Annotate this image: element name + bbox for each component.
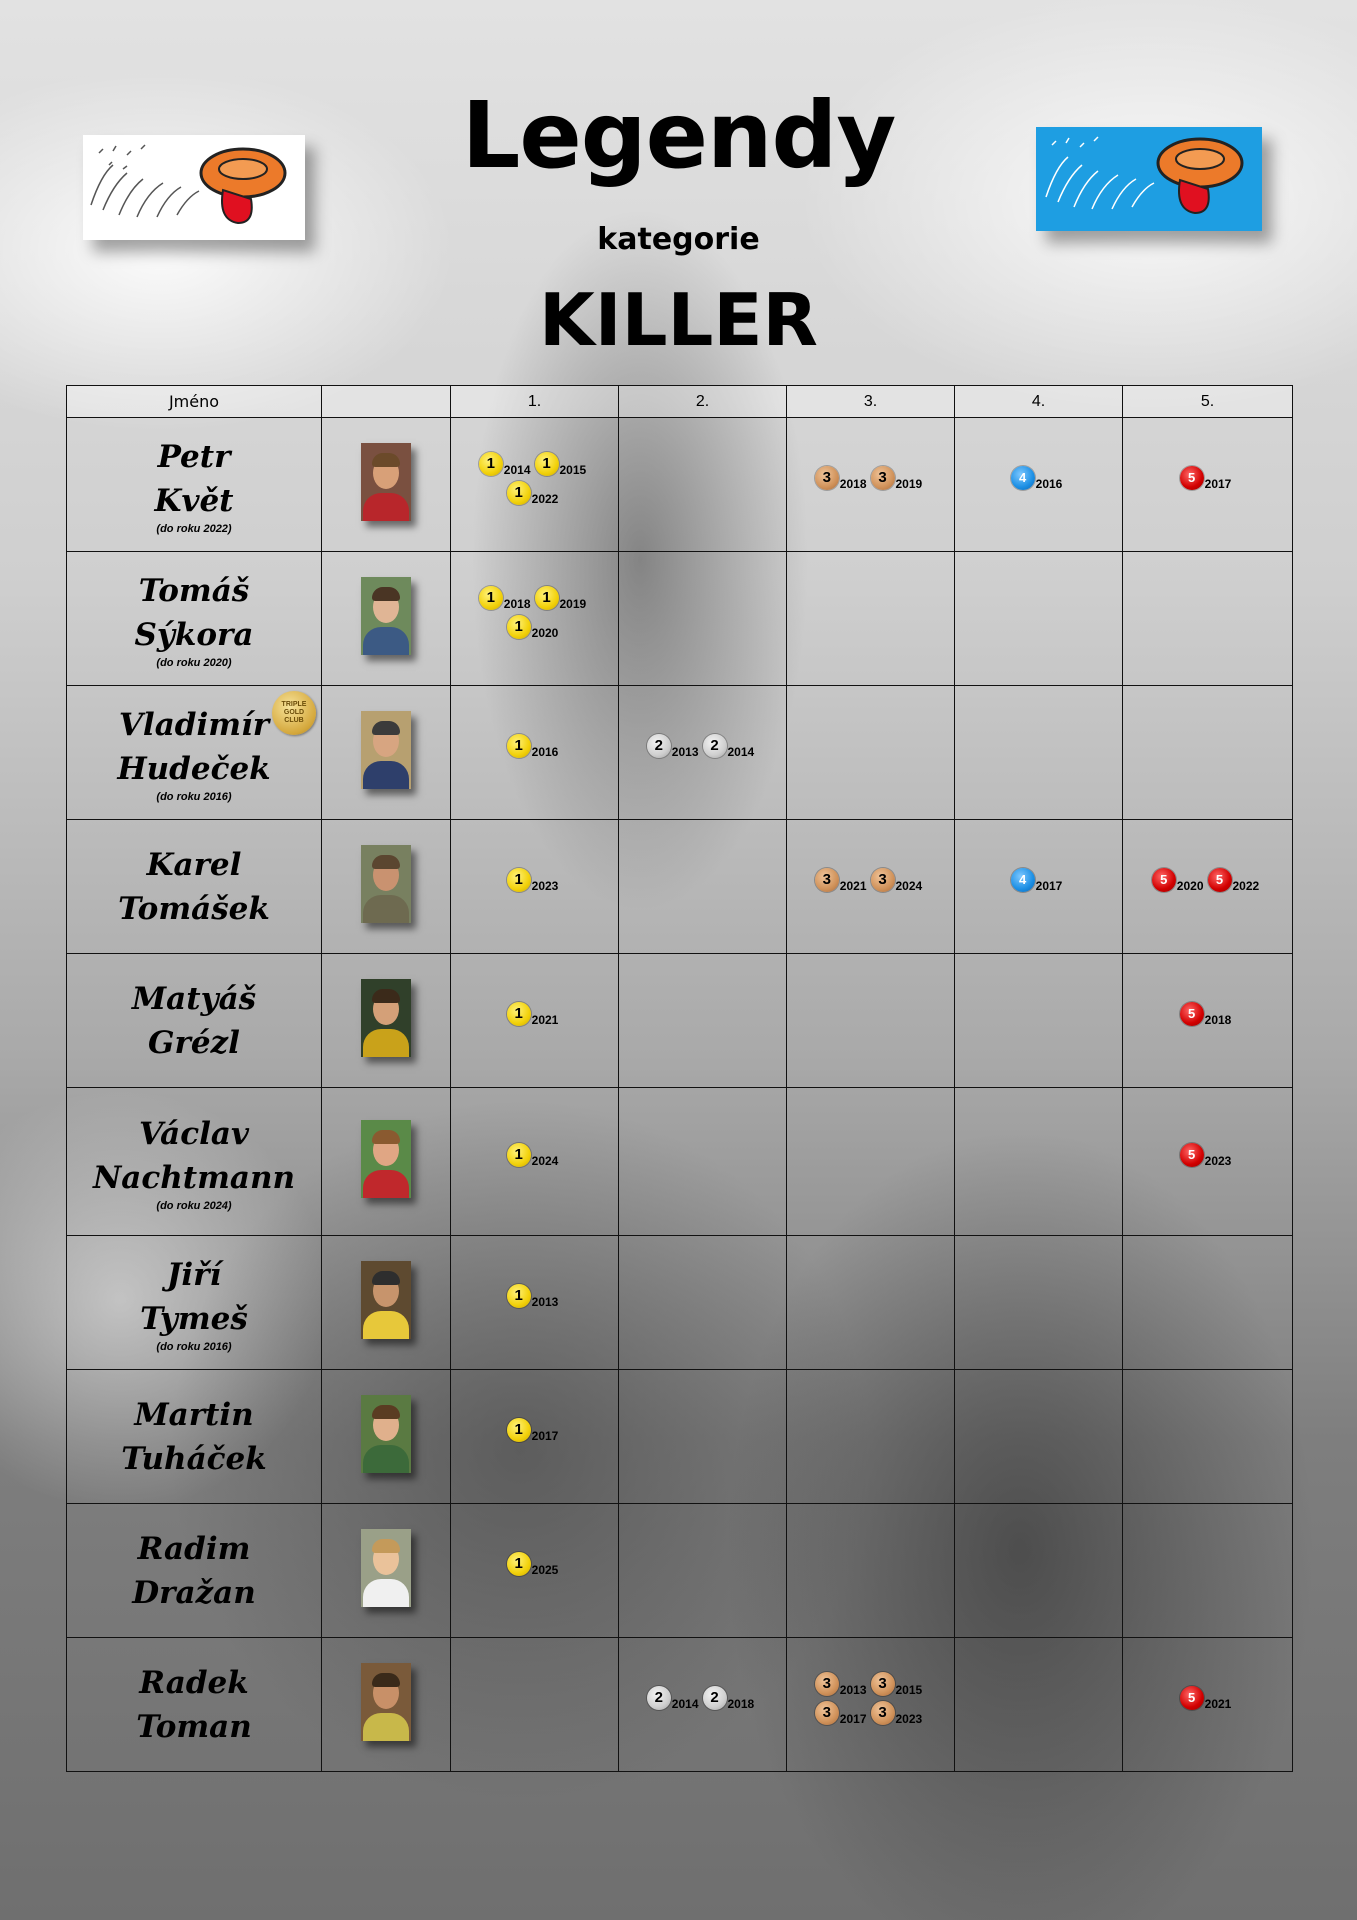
- place-1-cell: [451, 954, 619, 1088]
- medal-entry: [1011, 872, 1067, 900]
- table-row: [67, 1236, 1293, 1370]
- place-2-cell: [619, 1504, 787, 1638]
- column-header-place-4: 4.: [955, 386, 1123, 418]
- place-4-medal-icon: 4: [1011, 466, 1035, 490]
- player-name-cell: [67, 1370, 322, 1504]
- place-2-cell: [619, 820, 787, 954]
- medal-entry: [507, 1422, 563, 1450]
- medal-entry: [1011, 470, 1067, 498]
- legends-table: [66, 385, 1293, 1772]
- medal-year: 2017: [839, 1711, 867, 1726]
- place-5-medal-icon: 5: [1180, 1143, 1204, 1167]
- place-5-medal-icon: 5: [1208, 868, 1232, 892]
- medal-entry: [871, 872, 927, 900]
- place-5-medal-icon: 5: [1152, 868, 1176, 892]
- player-name-cell: [67, 552, 322, 686]
- medal-entry: [1152, 872, 1208, 900]
- player-photo-cell: [322, 1638, 451, 1772]
- medal-year: 2013: [671, 745, 699, 760]
- place-2-cell: [619, 1236, 787, 1370]
- place-3-medal-icon: 3: [815, 868, 839, 892]
- player-photo: [361, 1395, 411, 1473]
- medal-year: 2020: [531, 625, 559, 640]
- medal-year: 2023: [895, 1711, 923, 1726]
- medal-entry: [507, 1006, 563, 1034]
- player-photo: [361, 711, 411, 789]
- player-first-name: Radim: [137, 1530, 251, 1567]
- medal-year: 2020: [1176, 879, 1204, 894]
- medal-entry: [1180, 470, 1236, 498]
- page-title: Legendy: [461, 82, 896, 189]
- player-photo: [361, 1120, 411, 1198]
- player-name-cell: [67, 1638, 322, 1772]
- column-header-place-1: 1.: [451, 386, 619, 418]
- place-2-medal-icon: 2: [647, 734, 671, 758]
- place-2-cell: [619, 954, 787, 1088]
- player-last-name: Grézl: [148, 1024, 240, 1061]
- player-photo-cell: [322, 552, 451, 686]
- player-last-name: Tuháček: [121, 1440, 267, 1477]
- player-photo-cell: [322, 954, 451, 1088]
- player-name-cell: [67, 954, 322, 1088]
- medal-year: 2023: [1204, 1154, 1232, 1169]
- table-header-row: [67, 386, 1293, 418]
- column-header-place-2: 2.: [619, 386, 787, 418]
- place-5-cell: [1123, 418, 1293, 552]
- medal-entry: [1180, 1006, 1236, 1034]
- player-first-name: Petr: [157, 438, 231, 475]
- column-header-place-3: 3.: [787, 386, 955, 418]
- medal-year: 2018: [839, 477, 867, 492]
- place-4-cell: [955, 1236, 1123, 1370]
- player-name-cell: [67, 1236, 322, 1370]
- page-subtitle: kategorie: [597, 222, 760, 257]
- place-3-cell: [787, 954, 955, 1088]
- place-3-medal-icon: 3: [815, 1672, 839, 1696]
- medal-year: 2021: [1204, 1697, 1232, 1712]
- place-2-cell: [619, 1370, 787, 1504]
- player-photo: [361, 443, 411, 521]
- place-1-medal-icon: 1: [507, 1552, 531, 1576]
- table-row: [67, 1504, 1293, 1638]
- player-photo-cell: [322, 1504, 451, 1638]
- medal-entry: [871, 1705, 927, 1733]
- place-5-cell: [1123, 1088, 1293, 1236]
- player-last-name: Květ: [154, 482, 234, 519]
- player-photo-cell: [322, 1236, 451, 1370]
- place-4-cell: [955, 1638, 1123, 1772]
- place-5-cell: [1123, 1638, 1293, 1772]
- medal-year: 2018: [1204, 1013, 1232, 1028]
- player-note: (do roku 2024): [156, 1199, 232, 1212]
- medal-entry: [815, 1705, 871, 1733]
- player-photo-cell: [322, 1088, 451, 1236]
- place-3-cell: [787, 686, 955, 820]
- medal-year: 2015: [559, 463, 587, 478]
- medal-entry: [507, 485, 563, 513]
- player-first-name: Jiří: [166, 1256, 222, 1293]
- medal-year: 2013: [531, 1295, 559, 1310]
- player-name-cell: [67, 1504, 322, 1638]
- medal-entry: [871, 1676, 927, 1704]
- place-3-cell: [787, 552, 955, 686]
- place-5-medal-icon: 5: [1180, 1002, 1204, 1026]
- player-photo-cell: [322, 686, 451, 820]
- player-photo: [361, 577, 411, 655]
- place-3-cell: [787, 1504, 955, 1638]
- place-3-cell: [787, 1638, 955, 1772]
- medal-entry: [703, 1690, 759, 1718]
- medal-entry: [815, 872, 871, 900]
- player-photo: [361, 1529, 411, 1607]
- place-5-medal-icon: 5: [1180, 466, 1204, 490]
- place-3-medal-icon: 3: [815, 1701, 839, 1725]
- player-photo: [361, 1663, 411, 1741]
- medal-entry: [647, 1690, 703, 1718]
- medal-year: 2014: [503, 463, 531, 478]
- medal-year: 2024: [895, 879, 923, 894]
- table-row: [67, 1638, 1293, 1772]
- medal-year: 2014: [671, 1697, 699, 1712]
- player-name-cell: [67, 820, 322, 954]
- place-1-medal-icon: 1: [535, 452, 559, 476]
- place-1-cell: [451, 1088, 619, 1236]
- medal-year: 2025: [531, 1563, 559, 1578]
- medal-year: 2021: [531, 1013, 559, 1028]
- place-3-medal-icon: 3: [871, 1701, 895, 1725]
- place-1-cell: [451, 1370, 619, 1504]
- medal-entry: [479, 590, 535, 618]
- medal-entry: [1180, 1690, 1236, 1718]
- medal-entry: [479, 456, 535, 484]
- medal-year: 2016: [531, 745, 559, 760]
- table-row: [67, 418, 1293, 552]
- medal-entry: [507, 1556, 563, 1584]
- place-2-cell: [619, 1088, 787, 1236]
- medal-entry: [647, 738, 703, 766]
- medal-year: 2024: [531, 1154, 559, 1169]
- place-2-cell: [619, 686, 787, 820]
- player-last-name: Sýkora: [134, 616, 254, 653]
- place-4-cell: [955, 954, 1123, 1088]
- player-name-cell: [67, 686, 322, 820]
- table-row: [67, 552, 1293, 686]
- place-5-cell: [1123, 1504, 1293, 1638]
- table-row: [67, 954, 1293, 1088]
- place-3-cell: [787, 418, 955, 552]
- place-1-medal-icon: 1: [507, 1284, 531, 1308]
- medal-year: 2017: [1035, 879, 1063, 894]
- column-header-name: Jméno: [67, 386, 322, 418]
- medal-entry: [535, 456, 591, 484]
- place-1-cell: [451, 418, 619, 552]
- medal-year: 2019: [559, 597, 587, 612]
- place-4-cell: [955, 686, 1123, 820]
- player-photo-cell: [322, 418, 451, 552]
- player-last-name: Toman: [136, 1708, 252, 1745]
- medal-entry: [535, 590, 591, 618]
- place-5-cell: [1123, 1236, 1293, 1370]
- table-row: [67, 1370, 1293, 1504]
- player-name-cell: [67, 1088, 322, 1236]
- medal-entry: [1208, 872, 1264, 900]
- place-1-medal-icon: 1: [507, 868, 531, 892]
- place-1-medal-icon: 1: [479, 586, 503, 610]
- medal-year: 2015: [895, 1683, 923, 1698]
- place-1-medal-icon: 1: [507, 1143, 531, 1167]
- table-row: [67, 820, 1293, 954]
- place-3-cell: [787, 820, 955, 954]
- medal-year: 2018: [503, 597, 531, 612]
- player-last-name: Nachtmann: [92, 1159, 296, 1196]
- medal-entry: [703, 738, 759, 766]
- medal-entry: [507, 1147, 563, 1175]
- medal-entry: [815, 1676, 871, 1704]
- place-5-cell: [1123, 1370, 1293, 1504]
- triple-gold-club-badge: TRIPLE GOLD CLUB: [272, 691, 316, 735]
- medal-entry: [1180, 1147, 1236, 1175]
- place-3-medal-icon: 3: [871, 466, 895, 490]
- medal-entry: [507, 1288, 563, 1316]
- medal-year: 2017: [531, 1429, 559, 1444]
- place-3-cell: [787, 1088, 955, 1236]
- place-4-cell: [955, 1504, 1123, 1638]
- place-1-medal-icon: 1: [479, 452, 503, 476]
- medal-year: 2013: [839, 1683, 867, 1698]
- player-photo-cell: [322, 1370, 451, 1504]
- medal-year: 2017: [1204, 477, 1232, 492]
- place-1-medal-icon: 1: [507, 734, 531, 758]
- place-5-cell: [1123, 954, 1293, 1088]
- player-last-name: Tomášek: [118, 890, 270, 927]
- place-4-cell: [955, 552, 1123, 686]
- place-1-cell: [451, 552, 619, 686]
- place-3-medal-icon: 3: [871, 868, 895, 892]
- place-2-medal-icon: 2: [703, 1686, 727, 1710]
- place-2-cell: [619, 418, 787, 552]
- player-photo: [361, 979, 411, 1057]
- player-first-name: Martin: [134, 1396, 254, 1433]
- medal-entry: [871, 470, 927, 498]
- place-1-medal-icon: 1: [507, 615, 531, 639]
- player-name-cell: [67, 418, 322, 552]
- place-4-cell: [955, 1370, 1123, 1504]
- column-header-photo: [322, 386, 451, 418]
- player-last-name: Hudeček: [117, 750, 271, 787]
- place-5-cell: [1123, 820, 1293, 954]
- player-last-name: Tymeš: [140, 1300, 248, 1337]
- place-5-cell: [1123, 686, 1293, 820]
- medal-year: 2023: [531, 879, 559, 894]
- medal-year: 2019: [895, 477, 923, 492]
- place-2-cell: [619, 552, 787, 686]
- player-last-name: Dražan: [132, 1574, 256, 1611]
- player-first-name: Václav: [138, 1115, 250, 1152]
- place-1-medal-icon: 1: [535, 586, 559, 610]
- place-1-medal-icon: 1: [507, 1002, 531, 1026]
- player-note: (do roku 2016): [156, 1340, 232, 1353]
- place-1-cell: [451, 1638, 619, 1772]
- place-2-medal-icon: 2: [703, 734, 727, 758]
- table-row: [67, 686, 1293, 820]
- place-1-cell: [451, 1236, 619, 1370]
- player-first-name: Radek: [139, 1664, 249, 1701]
- place-1-cell: [451, 1504, 619, 1638]
- place-1-cell: [451, 820, 619, 954]
- place-1-medal-icon: 1: [507, 481, 531, 505]
- place-2-cell: [619, 1638, 787, 1772]
- category-title: KILLER: [539, 278, 818, 362]
- place-4-medal-icon: 4: [1011, 868, 1035, 892]
- player-note: (do roku 2016): [156, 790, 232, 803]
- medal-entry: [507, 738, 563, 766]
- player-photo: [361, 1261, 411, 1339]
- place-3-cell: [787, 1370, 955, 1504]
- player-first-name: Vladimír: [118, 706, 270, 743]
- player-first-name: Karel: [146, 846, 242, 883]
- player-photo-cell: [322, 820, 451, 954]
- place-1-medal-icon: 1: [507, 1418, 531, 1442]
- column-header-place-5: 5.: [1123, 386, 1293, 418]
- place-4-cell: [955, 820, 1123, 954]
- medal-year: 2014: [727, 745, 755, 760]
- place-1-cell: [451, 686, 619, 820]
- medal-entry: [507, 872, 563, 900]
- medal-entry: [507, 619, 563, 647]
- player-note: (do roku 2020): [156, 656, 232, 669]
- place-3-medal-icon: 3: [815, 466, 839, 490]
- medal-year: 2022: [1232, 879, 1260, 894]
- player-first-name: Matyáš: [131, 980, 257, 1017]
- table-row: [67, 1088, 1293, 1236]
- place-5-cell: [1123, 552, 1293, 686]
- place-2-medal-icon: 2: [647, 1686, 671, 1710]
- player-photo: [361, 845, 411, 923]
- place-4-cell: [955, 1088, 1123, 1236]
- medal-entry: [815, 470, 871, 498]
- place-3-medal-icon: 3: [871, 1672, 895, 1696]
- player-note: (do roku 2022): [156, 522, 232, 535]
- place-4-cell: [955, 418, 1123, 552]
- place-5-medal-icon: 5: [1180, 1686, 1204, 1710]
- medal-year: 2018: [727, 1697, 755, 1712]
- medal-year: 2021: [839, 879, 867, 894]
- player-first-name: Tomáš: [138, 572, 250, 609]
- medal-year: 2022: [531, 491, 559, 506]
- place-3-cell: [787, 1236, 955, 1370]
- medal-year: 2016: [1035, 477, 1063, 492]
